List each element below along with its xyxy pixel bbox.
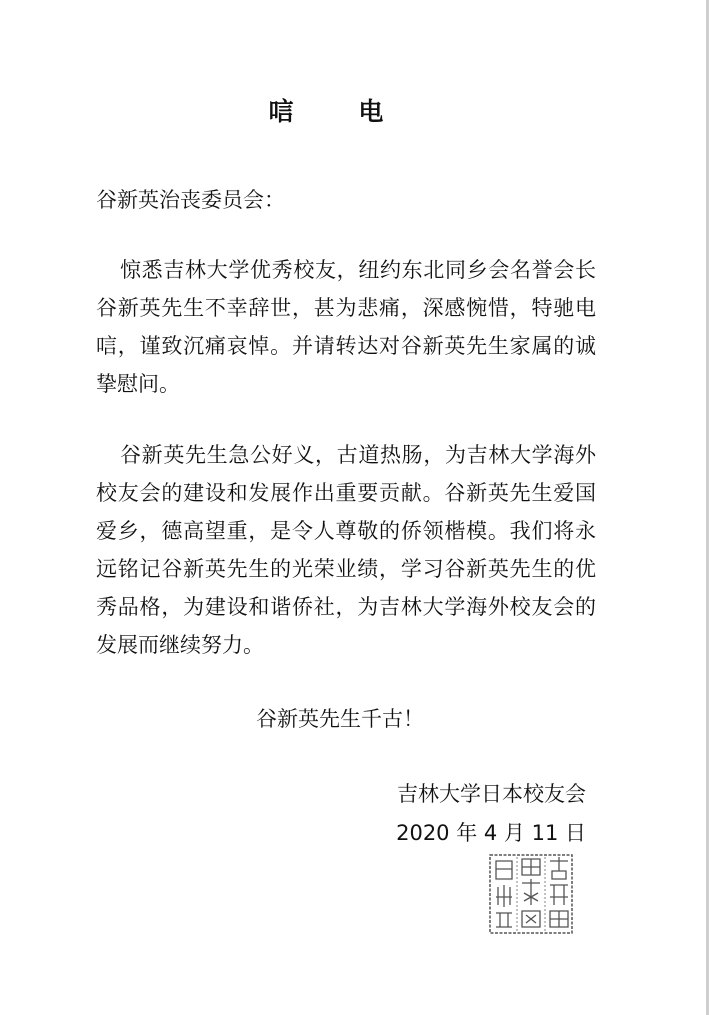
document-title: 唁 电 bbox=[268, 97, 412, 126]
salutation: 谷新英治丧委员会： bbox=[96, 188, 285, 212]
letter-date: 2020 年 4 月 11 日 bbox=[396, 821, 586, 845]
sender-name: 吉林大学日本校友会 bbox=[397, 782, 586, 806]
seal-glyphs-left bbox=[496, 861, 512, 927]
paragraph-tribute: 谷新英先生急公好义，古道热肠，为吉林大学海外校友会的建设和发展作出重要贡献。谷新英先生爱国爱乡，德高望重，是令人尊敬的侨领楷模。我们将永远铭记谷新英先生的光荣业绩，学习谷新英先生的优秀品格，为建设和谐侨社，为吉林大学海外校友会的发展而继续努力。 bbox=[96, 443, 596, 657]
seal-glyphs-right bbox=[550, 857, 568, 927]
closing-line: 谷新英先生千古！ bbox=[256, 707, 424, 731]
seal-glyphs-middle bbox=[522, 859, 540, 927]
paragraph-condolence: 惊悉吉林大学优秀校友，纽约东北同乡会名誉会长谷新英先生不幸辞世，甚为悲痛，深感惋惜，特驰电唁，谨致沉痛哀悼。并请转达对谷新英先生家属的诚挚慰问。 bbox=[96, 258, 596, 396]
official-seal-icon bbox=[488, 853, 574, 935]
